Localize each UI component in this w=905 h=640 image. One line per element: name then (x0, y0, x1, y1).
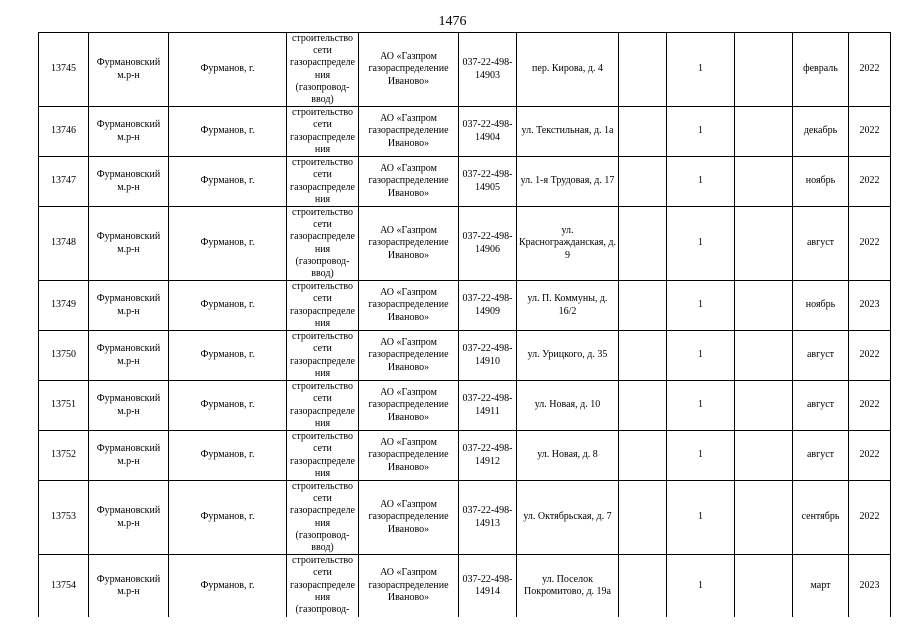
row-id-cell (39, 107, 89, 157)
month-cell (793, 331, 849, 381)
empty-cell (735, 481, 793, 555)
address-text: ул. 1-я Трудовая, д. 17 (520, 175, 615, 187)
city-cell (169, 281, 287, 331)
code-text: 037-22-498-14914 (462, 573, 513, 597)
work-type-cell (287, 33, 359, 107)
code-text: 037-22-498-14910 (462, 343, 513, 367)
quantity-cell (667, 331, 735, 381)
code-text: 037-22-498-14906 (462, 231, 513, 255)
address-cell (517, 331, 619, 381)
address-cell (517, 207, 619, 281)
row-id-cell (39, 481, 89, 555)
empty-cell (619, 331, 667, 381)
district-text: Фурмановский м.р-н (96, 169, 161, 193)
empty-cell (735, 431, 793, 481)
row-id-cell (39, 157, 89, 207)
city-cell (169, 107, 287, 157)
work-type-text: строительство сети газораспределения (290, 381, 355, 429)
month-cell (793, 381, 849, 431)
city-text: Фурманов, г. (200, 237, 255, 249)
table-row (39, 157, 891, 207)
organization-cell (359, 107, 459, 157)
month-text: август (806, 399, 835, 411)
row-id-cell (39, 381, 89, 431)
address-cell (517, 157, 619, 207)
code-text: 037-22-498-14911 (462, 393, 513, 417)
city-text: Фурманов, г. (200, 125, 255, 137)
month-cell (793, 157, 849, 207)
code-text: 037-22-498-14904 (462, 119, 513, 143)
table-row (39, 33, 891, 107)
address-text: ул. Урицкого, д. 35 (527, 349, 608, 361)
city-cell (169, 33, 287, 107)
empty-cell (619, 555, 667, 617)
month-text: ноябрь (805, 175, 836, 187)
year-cell (849, 281, 891, 331)
address-text: ул. Октябрьская, д. 7 (523, 511, 612, 523)
year-cell (849, 157, 891, 207)
city-text: Фурманов, г. (200, 449, 255, 461)
address-text: ул. Новая, д. 10 (534, 399, 601, 411)
month-cell (793, 431, 849, 481)
quantity-cell (667, 281, 735, 331)
work-type-text: строительство сети газораспределения (газопровод- (290, 555, 355, 616)
row-id-cell (39, 331, 89, 381)
work-type-text: строительство сети газораспределения (290, 431, 355, 479)
empty-cell (619, 107, 667, 157)
table-row (39, 281, 891, 331)
empty-cell (619, 481, 667, 555)
organization-cell (359, 33, 459, 107)
month-text: март (810, 579, 831, 591)
row-id-text: 13745 (51, 63, 76, 75)
district-cell (89, 157, 169, 207)
empty-cell (735, 281, 793, 331)
year-cell (849, 431, 891, 481)
district-cell (89, 431, 169, 481)
row-id-text: 13750 (51, 349, 76, 361)
city-text: Фурманов, г. (200, 579, 255, 591)
organization-text: АО «Газпром газораспределение Иваново» (368, 51, 449, 87)
table-row (39, 207, 891, 281)
code-cell (459, 555, 517, 617)
work-type-text: строительство сети газораспределения (290, 281, 355, 329)
address-cell (517, 381, 619, 431)
empty-cell (735, 157, 793, 207)
district-cell (89, 207, 169, 281)
address-text: ул. Новая, д. 8 (537, 449, 598, 461)
row-id-cell (39, 555, 89, 617)
code-cell (459, 281, 517, 331)
quantity-cell (667, 107, 735, 157)
row-id-text: 13752 (51, 449, 76, 461)
quantity-text: 1 (698, 237, 703, 249)
district-text: Фурмановский м.р-н (96, 443, 161, 467)
work-type-cell (287, 157, 359, 207)
organization-text: АО «Газпром газораспределение Иваново» (368, 225, 449, 261)
year-text: 2022 (859, 175, 880, 187)
work-type-cell (287, 281, 359, 331)
row-id-text: 13749 (51, 299, 76, 311)
city-cell (169, 555, 287, 617)
empty-cell (735, 555, 793, 617)
year-cell (849, 381, 891, 431)
row-id-cell (39, 431, 89, 481)
registry-table (38, 32, 891, 617)
row-id-text: 13751 (51, 399, 76, 411)
city-text: Фурманов, г. (200, 175, 255, 187)
district-text: Фурмановский м.р-н (96, 119, 161, 143)
year-cell (849, 331, 891, 381)
address-text: ул. Текстильная, д. 1а (521, 125, 614, 137)
quantity-text: 1 (698, 449, 703, 461)
code-cell (459, 157, 517, 207)
year-text: 2022 (859, 399, 880, 411)
organization-cell (359, 431, 459, 481)
year-text: 2023 (859, 579, 880, 591)
code-cell (459, 481, 517, 555)
work-type-cell (287, 207, 359, 281)
address-text: ул. Поселок Покромитово, д. 19а (524, 573, 611, 597)
city-cell (169, 381, 287, 431)
district-text: Фурмановский м.р-н (96, 231, 161, 255)
work-type-cell (287, 107, 359, 157)
empty-cell (735, 331, 793, 381)
code-cell (459, 33, 517, 107)
code-cell (459, 331, 517, 381)
address-cell (517, 555, 619, 617)
district-cell (89, 381, 169, 431)
empty-cell (619, 431, 667, 481)
city-text: Фурманов, г. (200, 399, 255, 411)
code-cell (459, 381, 517, 431)
quantity-cell (667, 157, 735, 207)
empty-cell (735, 33, 793, 107)
empty-cell (735, 207, 793, 281)
code-text: 037-22-498-14903 (462, 57, 513, 81)
empty-cell (619, 33, 667, 107)
code-cell (459, 207, 517, 281)
row-id-text: 13748 (51, 237, 76, 249)
organization-cell (359, 207, 459, 281)
quantity-text: 1 (698, 349, 703, 361)
year-cell (849, 481, 891, 555)
district-text: Фурмановский м.р-н (96, 57, 161, 81)
year-text: 2022 (859, 63, 880, 75)
address-cell (517, 281, 619, 331)
district-text: Фурмановский м.р-н (96, 343, 161, 367)
year-text: 2022 (859, 449, 880, 461)
month-text: август (806, 449, 835, 461)
work-type-text: строительство сети газораспределения (газопровод-ввод) (290, 207, 355, 280)
organization-text: АО «Газпром газораспределение Иваново» (368, 337, 449, 373)
work-type-cell (287, 331, 359, 381)
code-text: 037-22-498-14912 (462, 443, 513, 467)
organization-text: АО «Газпром газораспределение Иваново» (368, 387, 449, 423)
row-id-cell (39, 33, 89, 107)
quantity-text: 1 (698, 399, 703, 411)
work-type-cell (287, 555, 359, 617)
row-id-text: 13753 (51, 511, 76, 523)
organization-text: АО «Газпром газораспределение Иваново» (368, 567, 449, 603)
month-cell (793, 33, 849, 107)
code-text: 037-22-498-14905 (462, 169, 513, 193)
address-cell (517, 33, 619, 107)
year-cell (849, 107, 891, 157)
city-text: Фурманов, г. (200, 63, 255, 75)
address-cell (517, 481, 619, 555)
month-text: декабрь (803, 125, 838, 137)
quantity-text: 1 (698, 511, 703, 523)
code-cell (459, 107, 517, 157)
quantity-text: 1 (698, 175, 703, 187)
work-type-cell (287, 481, 359, 555)
district-cell (89, 107, 169, 157)
city-text: Фурманов, г. (200, 349, 255, 361)
work-type-text: строительство сети газораспределения (газопровод-ввод) (290, 481, 355, 554)
month-text: ноябрь (805, 299, 836, 311)
quantity-cell (667, 33, 735, 107)
district-cell (89, 33, 169, 107)
row-id-text: 13746 (51, 125, 76, 137)
empty-cell (735, 107, 793, 157)
table-row (39, 481, 891, 555)
work-type-text: строительство сети газораспределения (газопровод-ввод) (290, 33, 355, 106)
quantity-text: 1 (698, 125, 703, 137)
organization-text: АО «Газпром газораспределение Иваново» (368, 499, 449, 535)
work-type-cell (287, 431, 359, 481)
year-text: 2022 (859, 511, 880, 523)
work-type-cell (287, 381, 359, 431)
code-text: 037-22-498-14909 (462, 293, 513, 317)
address-text: ул. П. Коммуны, д. 16/2 (527, 293, 608, 317)
row-id-cell (39, 207, 89, 281)
table-body (39, 33, 891, 617)
organization-cell (359, 481, 459, 555)
empty-cell (619, 157, 667, 207)
year-text: 2022 (859, 237, 880, 249)
table-row (39, 107, 891, 157)
district-cell (89, 281, 169, 331)
address-text: ул. Красногражданская, д. 9 (519, 225, 616, 261)
district-text: Фурмановский м.р-н (96, 573, 161, 597)
city-text: Фурманов, г. (200, 511, 255, 523)
organization-text: АО «Газпром газораспределение Иваново» (368, 287, 449, 323)
city-cell (169, 481, 287, 555)
month-cell (793, 555, 849, 617)
row-id-cell (39, 281, 89, 331)
table-row (39, 555, 891, 617)
month-cell (793, 207, 849, 281)
empty-cell (619, 281, 667, 331)
city-cell (169, 431, 287, 481)
organization-cell (359, 281, 459, 331)
district-text: Фурмановский м.р-н (96, 393, 161, 417)
organization-text: АО «Газпром газораспределение Иваново» (368, 113, 449, 149)
year-text: 2023 (859, 299, 880, 311)
address-text: пер. Кирова, д. 4 (532, 63, 603, 75)
month-text: август (806, 237, 835, 249)
organization-cell (359, 555, 459, 617)
quantity-text: 1 (698, 63, 703, 75)
year-cell (849, 555, 891, 617)
organization-cell (359, 331, 459, 381)
city-cell (169, 331, 287, 381)
quantity-cell (667, 431, 735, 481)
code-cell (459, 431, 517, 481)
quantity-text: 1 (698, 579, 703, 591)
city-cell (169, 157, 287, 207)
address-cell (517, 431, 619, 481)
empty-cell (735, 381, 793, 431)
month-text: август (806, 349, 835, 361)
address-cell (517, 107, 619, 157)
quantity-cell (667, 481, 735, 555)
city-cell (169, 207, 287, 281)
page-number: 1476 (438, 14, 467, 29)
empty-cell (619, 381, 667, 431)
district-cell (89, 481, 169, 555)
quantity-cell (667, 207, 735, 281)
table-row (39, 331, 891, 381)
row-id-text: 13754 (51, 579, 76, 591)
district-cell (89, 555, 169, 617)
row-id-text: 13747 (51, 175, 76, 187)
work-type-text: строительство сети газораспределения (290, 157, 355, 205)
month-text: сентябрь (801, 511, 840, 523)
month-cell (793, 481, 849, 555)
empty-cell (619, 207, 667, 281)
year-cell (849, 33, 891, 107)
year-text: 2022 (859, 125, 880, 137)
district-text: Фурмановский м.р-н (96, 293, 161, 317)
work-type-text: строительство сети газораспределения (290, 107, 355, 155)
year-text: 2022 (859, 349, 880, 361)
table-row (39, 431, 891, 481)
district-text: Фурмановский м.р-н (96, 505, 161, 529)
work-type-text: строительство сети газораспределения (290, 331, 355, 379)
organization-cell (359, 381, 459, 431)
quantity-text: 1 (698, 299, 703, 311)
quantity-cell (667, 381, 735, 431)
year-cell (849, 207, 891, 281)
month-cell (793, 107, 849, 157)
organization-text: АО «Газпром газораспределение Иваново» (368, 163, 449, 199)
month-cell (793, 281, 849, 331)
district-cell (89, 331, 169, 381)
organization-cell (359, 157, 459, 207)
table-row (39, 381, 891, 431)
organization-text: АО «Газпром газораспределение Иваново» (368, 437, 449, 473)
city-text: Фурманов, г. (200, 299, 255, 311)
quantity-cell (667, 555, 735, 617)
code-text: 037-22-498-14913 (462, 505, 513, 529)
month-text: февраль (803, 63, 838, 75)
